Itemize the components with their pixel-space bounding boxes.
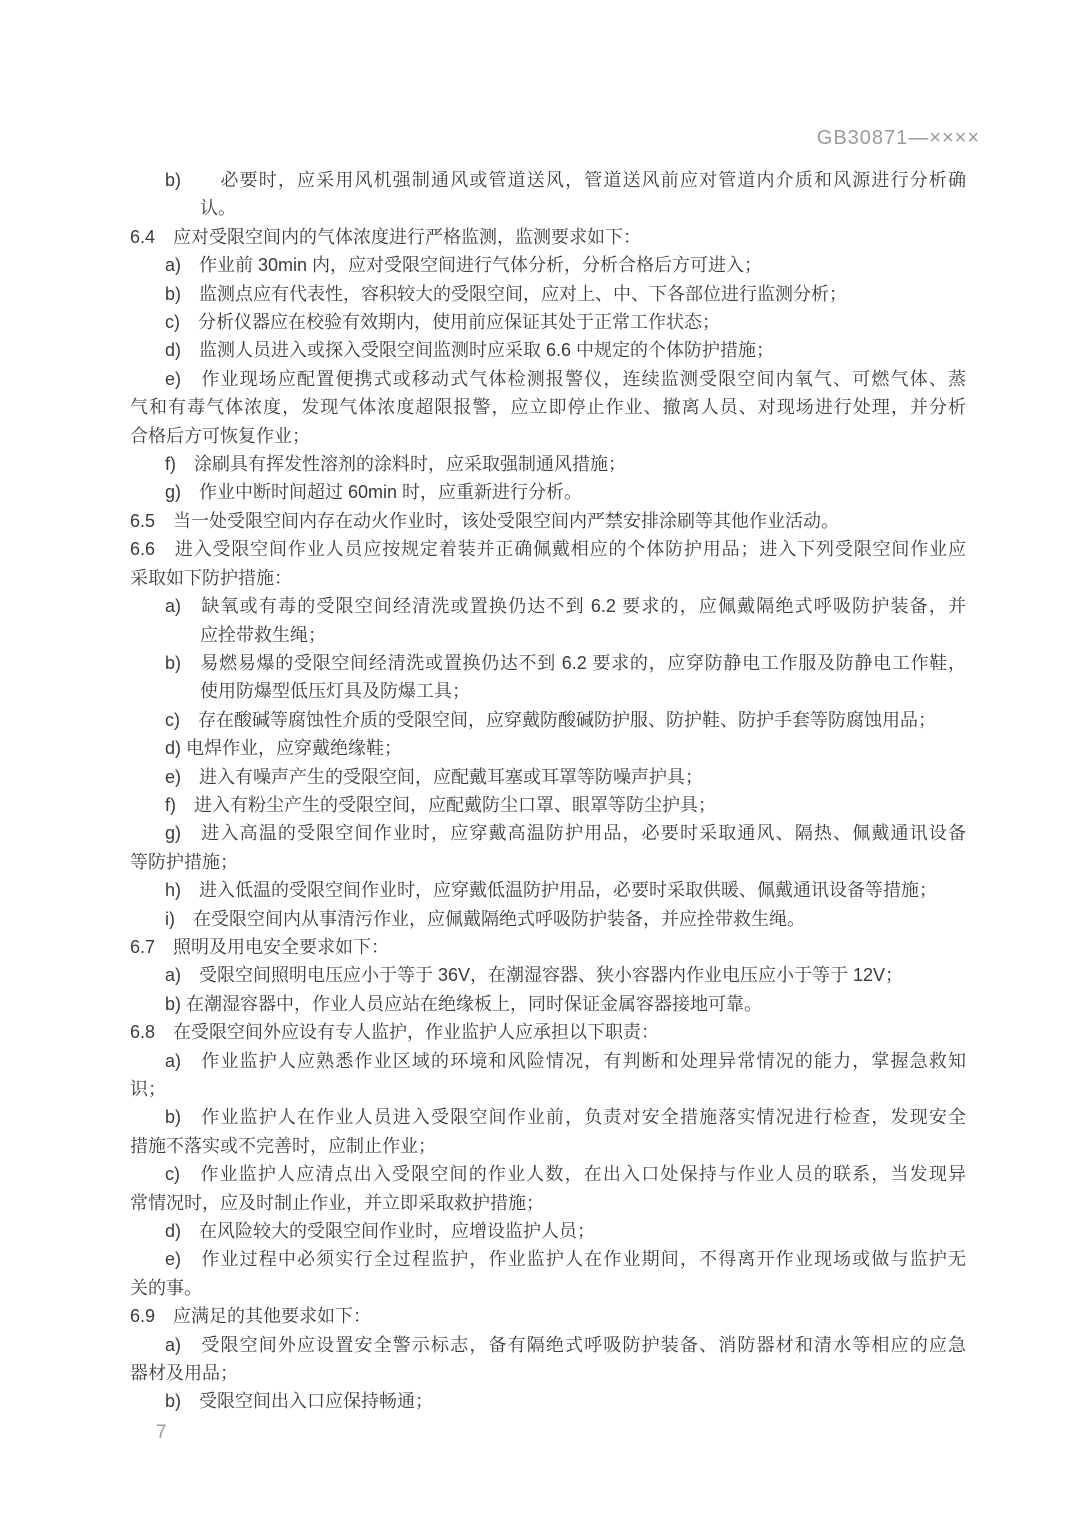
text-line: g) 进入高温的受限空间作业时，应穿戴高温防护用品，必要时采取通风、隔热、佩戴通讯设备: [165, 823, 966, 844]
text-line: e) 作业现场应配置便携式或移动式气体检测报警仪，连续监测受限空间内氧气、可燃气体、蒸: [165, 368, 966, 389]
text-line: f) 进入有粉尘产生的受限空间，应配戴防尘口罩、眼罩等防尘护具；: [165, 794, 716, 815]
text-line: a) 作业监护人应熟悉作业区域的环境和风险情况，有判断和处理异常情况的能力，掌握急救知: [165, 1050, 966, 1071]
text-line: 6.7 照明及用电安全要求如下：: [130, 936, 390, 957]
text-line: b) 受限空间出入口应保持畅通；: [165, 1391, 434, 1412]
text-line: c) 分析仪器应在校验有效期内，使用前应保证其处于正常工作状态；: [165, 312, 720, 333]
text-line: 识；: [130, 1079, 166, 1099]
text-line: a) 受限空间照明电压应小于等于 36V，在潮湿容器、狭小容器内作业电压应小于等于 12V；: [165, 965, 904, 986]
text-line: 采取如下防护措施：: [130, 567, 292, 588]
text-line: 6.6 进入受限空间作业人员应按规定着装并正确佩戴相应的个体防护用品；进入下列受限空间作业应: [130, 539, 966, 560]
doc-code: GB30871—××××: [816, 127, 980, 149]
text-line: c) 存在酸碱等腐蚀性介质的受限空间，应穿戴防酸碱防护服、防护鞋、防护手套等防腐蚀用品；: [165, 709, 936, 730]
text-line: 6.9 应满足的其他要求如下：: [130, 1306, 372, 1327]
text-line: 器材及用品；: [130, 1363, 238, 1384]
text-line: a) 作业前 30min 内，应对受限空间进行气体分析，分析合格后方可进入；: [165, 255, 763, 276]
text-line: a) 受限空间外应设置安全警示标志，备有隔绝式呼吸防护装备、消防器材和清水等相应的应急: [165, 1334, 966, 1355]
text-line: e) 进入有噪声产生的受限空间，应配戴耳塞或耳罩等防噪声护具；: [165, 766, 704, 787]
text-line: 应拴带救生绳；: [200, 624, 326, 645]
text-line: g) 作业中断时间超过 60min 时，应重新进行分析。: [165, 482, 583, 503]
text-line: 6.8 在受限空间外应设有专人监护，作业监护人应承担以下职责：: [130, 1022, 660, 1043]
text-line: 气和有毒气体浓度，发现气体浓度超限报警，应立即停止作业、撤离人员、对现场进行处理，并分析: [130, 397, 966, 418]
text-line: d) 在风险较大的受限空间作业时，应增设监护人员；: [165, 1221, 596, 1242]
text-line: 6.4 应对受限空间内的气体浓度进行严格监测，监测要求如下：: [130, 226, 642, 247]
text-line: 6.5 当一处受限空间内存在动火作业时，该处受限空间内严禁安排涂刷等其他作业活动。: [130, 510, 840, 531]
text-line: b) 作业监护人在作业人员进入受限空间作业前，负责对安全措施落实情况进行检查，发现安全: [165, 1107, 966, 1128]
text-line: 等防护措施；: [130, 851, 238, 872]
text-line: 使用防爆型低压灯具及防爆工具；: [200, 681, 470, 702]
text-line: d) 监测人员进入或探入受限空间监测时应采取 6.6 中规定的个体防护措施；: [165, 340, 775, 361]
text-line: 认。: [200, 198, 236, 219]
text-line: b) 在潮湿容器中，作业人员应站在绝缘板上，同时保证金属容器接地可靠。: [165, 993, 763, 1014]
text-line: 合格后方可恢复作业；: [130, 425, 310, 446]
text-line: b) 必要时，应采用风机强制通风或管道送风，管道送风前应对管道内介质和风源进行分析确: [165, 170, 966, 190]
text-line: i) 在受限空间内从事清污作业，应佩戴隔绝式呼吸防护装备，并应拴带救生绳。: [165, 908, 805, 929]
text-line: b) 易燃易爆的受限空间经清洗或置换仍达不到 6.2 要求的，应穿防静电工作服及防静电工作鞋，: [165, 652, 966, 673]
text-line: 关的事。: [130, 1277, 202, 1298]
text-line: c) 作业监护人应清点出入受限空间的作业人数，在出入口处保持与作业人员的联系，当发现异: [165, 1164, 966, 1185]
text-line: 措施不落实或不完善时，应制止作业；: [130, 1135, 436, 1156]
document-body: [130, 166, 966, 1416]
text-line: h) 进入低温的受限空间作业时，应穿戴低温防护用品，必要时采取供暖、佩戴通讯设备等措施；: [165, 880, 938, 901]
document-footer: [156, 1422, 167, 1444]
page-number: 7: [156, 1422, 167, 1443]
text-line: f) 涂刷具有挥发性溶剂的涂料时，应采取强制通风措施；: [165, 454, 626, 475]
text-line: d) 电焊作业，应穿戴绝缘鞋；: [165, 738, 403, 759]
text-line: 常情况时，应及时制止作业，并立即采取救护措施；: [130, 1192, 544, 1213]
document-header: [817, 127, 980, 150]
text-line: b) 监测点应有代表性，容积较大的受限空间，应对上、中、下各部位进行监测分析；: [165, 283, 848, 304]
text-line: a) 缺氧或有毒的受限空间经清洗或置换仍达不到 6.2 要求的，应佩戴隔绝式呼吸防护装备，并: [165, 596, 966, 617]
text-line: e) 作业过程中必须实行全过程监护，作业监护人在作业期间，不得离开作业现场或做与监护无: [165, 1249, 966, 1270]
